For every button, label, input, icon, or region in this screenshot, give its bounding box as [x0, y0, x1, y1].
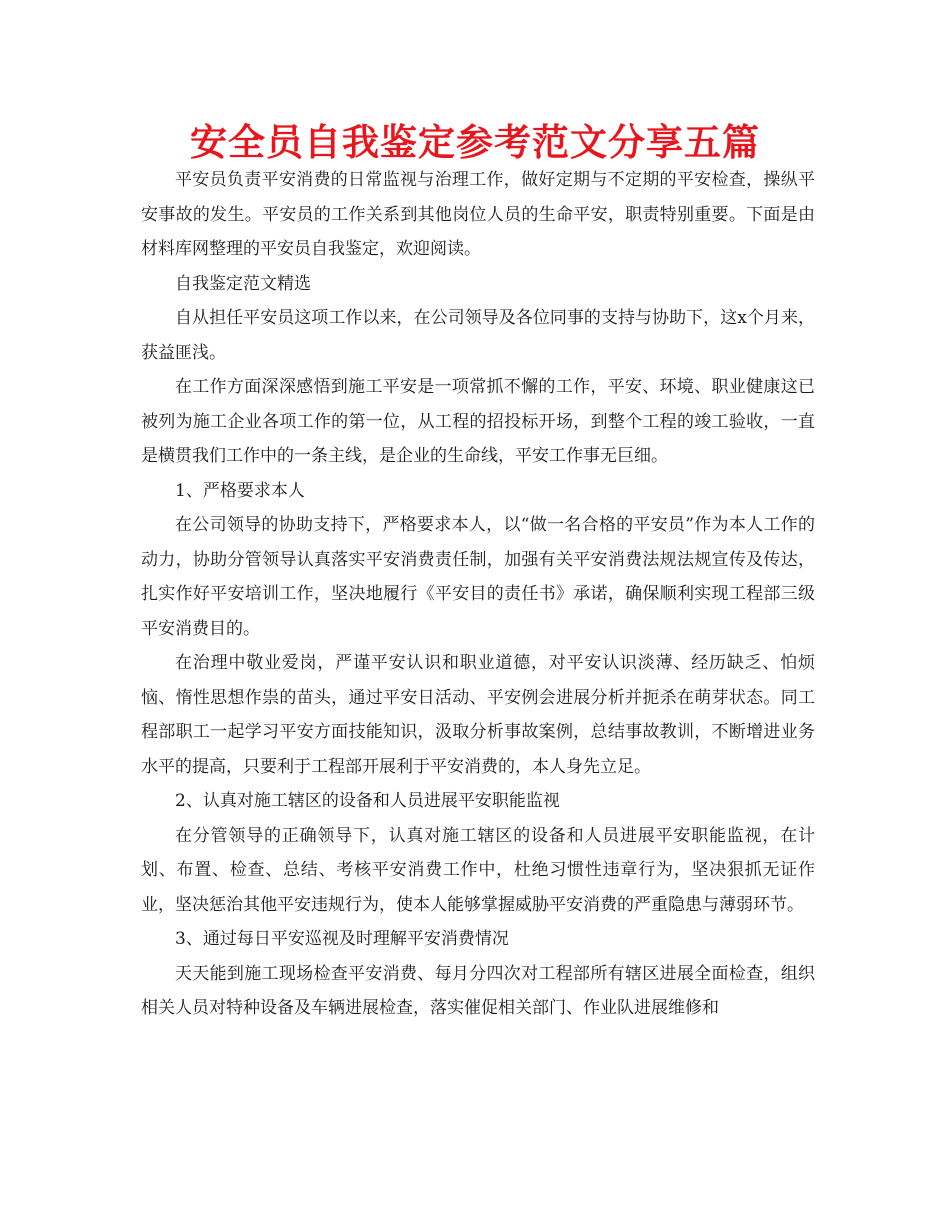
- subheading-1: 1、严格要求本人: [175, 480, 305, 501]
- section-heading: 自我鉴定范文精选: [175, 273, 311, 294]
- body-paragraph: 天天能到施工现场检查平安消费、每月分四次对工程部所有辖区进展全面检查，组织相关人员对特种设备及车辆进展检查，落实催促相关部门、作业队进展维修和: [141, 963, 815, 1018]
- body-paragraph: 在治理中敬业爱岗，严谨平安认识和职业道德，对平安认识淡薄、经历缺乏、怕烦恼、惰性思想作祟的苗头，通过平安日活动、平安例会进展分析并扼杀在萌芽状态。同工程部职工一起学习平安方面技能知识，汲取分析事故案例，总结事故教训，不断增进业务水平的提高，只要利于工程部开展利于平安消费的，本人身先立足。: [141, 653, 815, 777]
- document-body: [141, 163, 815, 1026]
- document-title: 安全员自我鉴定参考范文分享五篇: [190, 121, 760, 164]
- body-paragraph: 在分管领导的正确领导下，认真对施工辖区的设备和人员进展平安职能监视，在计划、布置、检查、总结、考核平安消费工作中，杜绝习惯性违章行为，坚决狠抓无证作业，坚决惩治其他平安违规行为，使本人能够掌握威胁平安消费的严重隐患与薄弱环节。: [141, 825, 815, 915]
- intro-paragraph: 平安员负责平安消费的日常监视与治理工作，做好定期与不定期的平安检查，操纵平安事故的发生。平安员的工作关系到其他岗位人员的生命平安，职责特别重要。下面是由材料库网整理的平安员自我鉴定，欢迎阅读。: [141, 170, 815, 259]
- subheading-2: 2、认真对施工辖区的设备和人员进展平安职能监视: [175, 791, 560, 811]
- body-paragraph: 在工作方面深深感悟到施工平安是一项常抓不懈的工作，平安、环境、职业健康这已被列为施工企业各项工作的第一位，从工程的招投标开场，到整个工程的竣工验收，一直是横贯我们工作中的一条主线，是企业的生命线，平安工作事无巨细。: [141, 377, 815, 466]
- body-paragraph: 自从担任平安员这项工作以来，在公司领导及各位同事的支持与协助下，这x个月来，获益匪浅。: [141, 308, 815, 363]
- body-paragraph: 在公司领导的协助支持下，严格要求本人，以“做一名合格的平安员”作为本人工作的动力，协助分管领导认真落实平安消费责任制，加强有关平安消费法规法规宣传及传达，扎实作好平安培训工作，坚决地履行《平安目的责任书》承诺，确保顺利实现工程部三级平安消费目的。: [141, 515, 815, 639]
- subheading-3: 3、通过每日平安巡视及时理解平安消费情况: [175, 929, 509, 949]
